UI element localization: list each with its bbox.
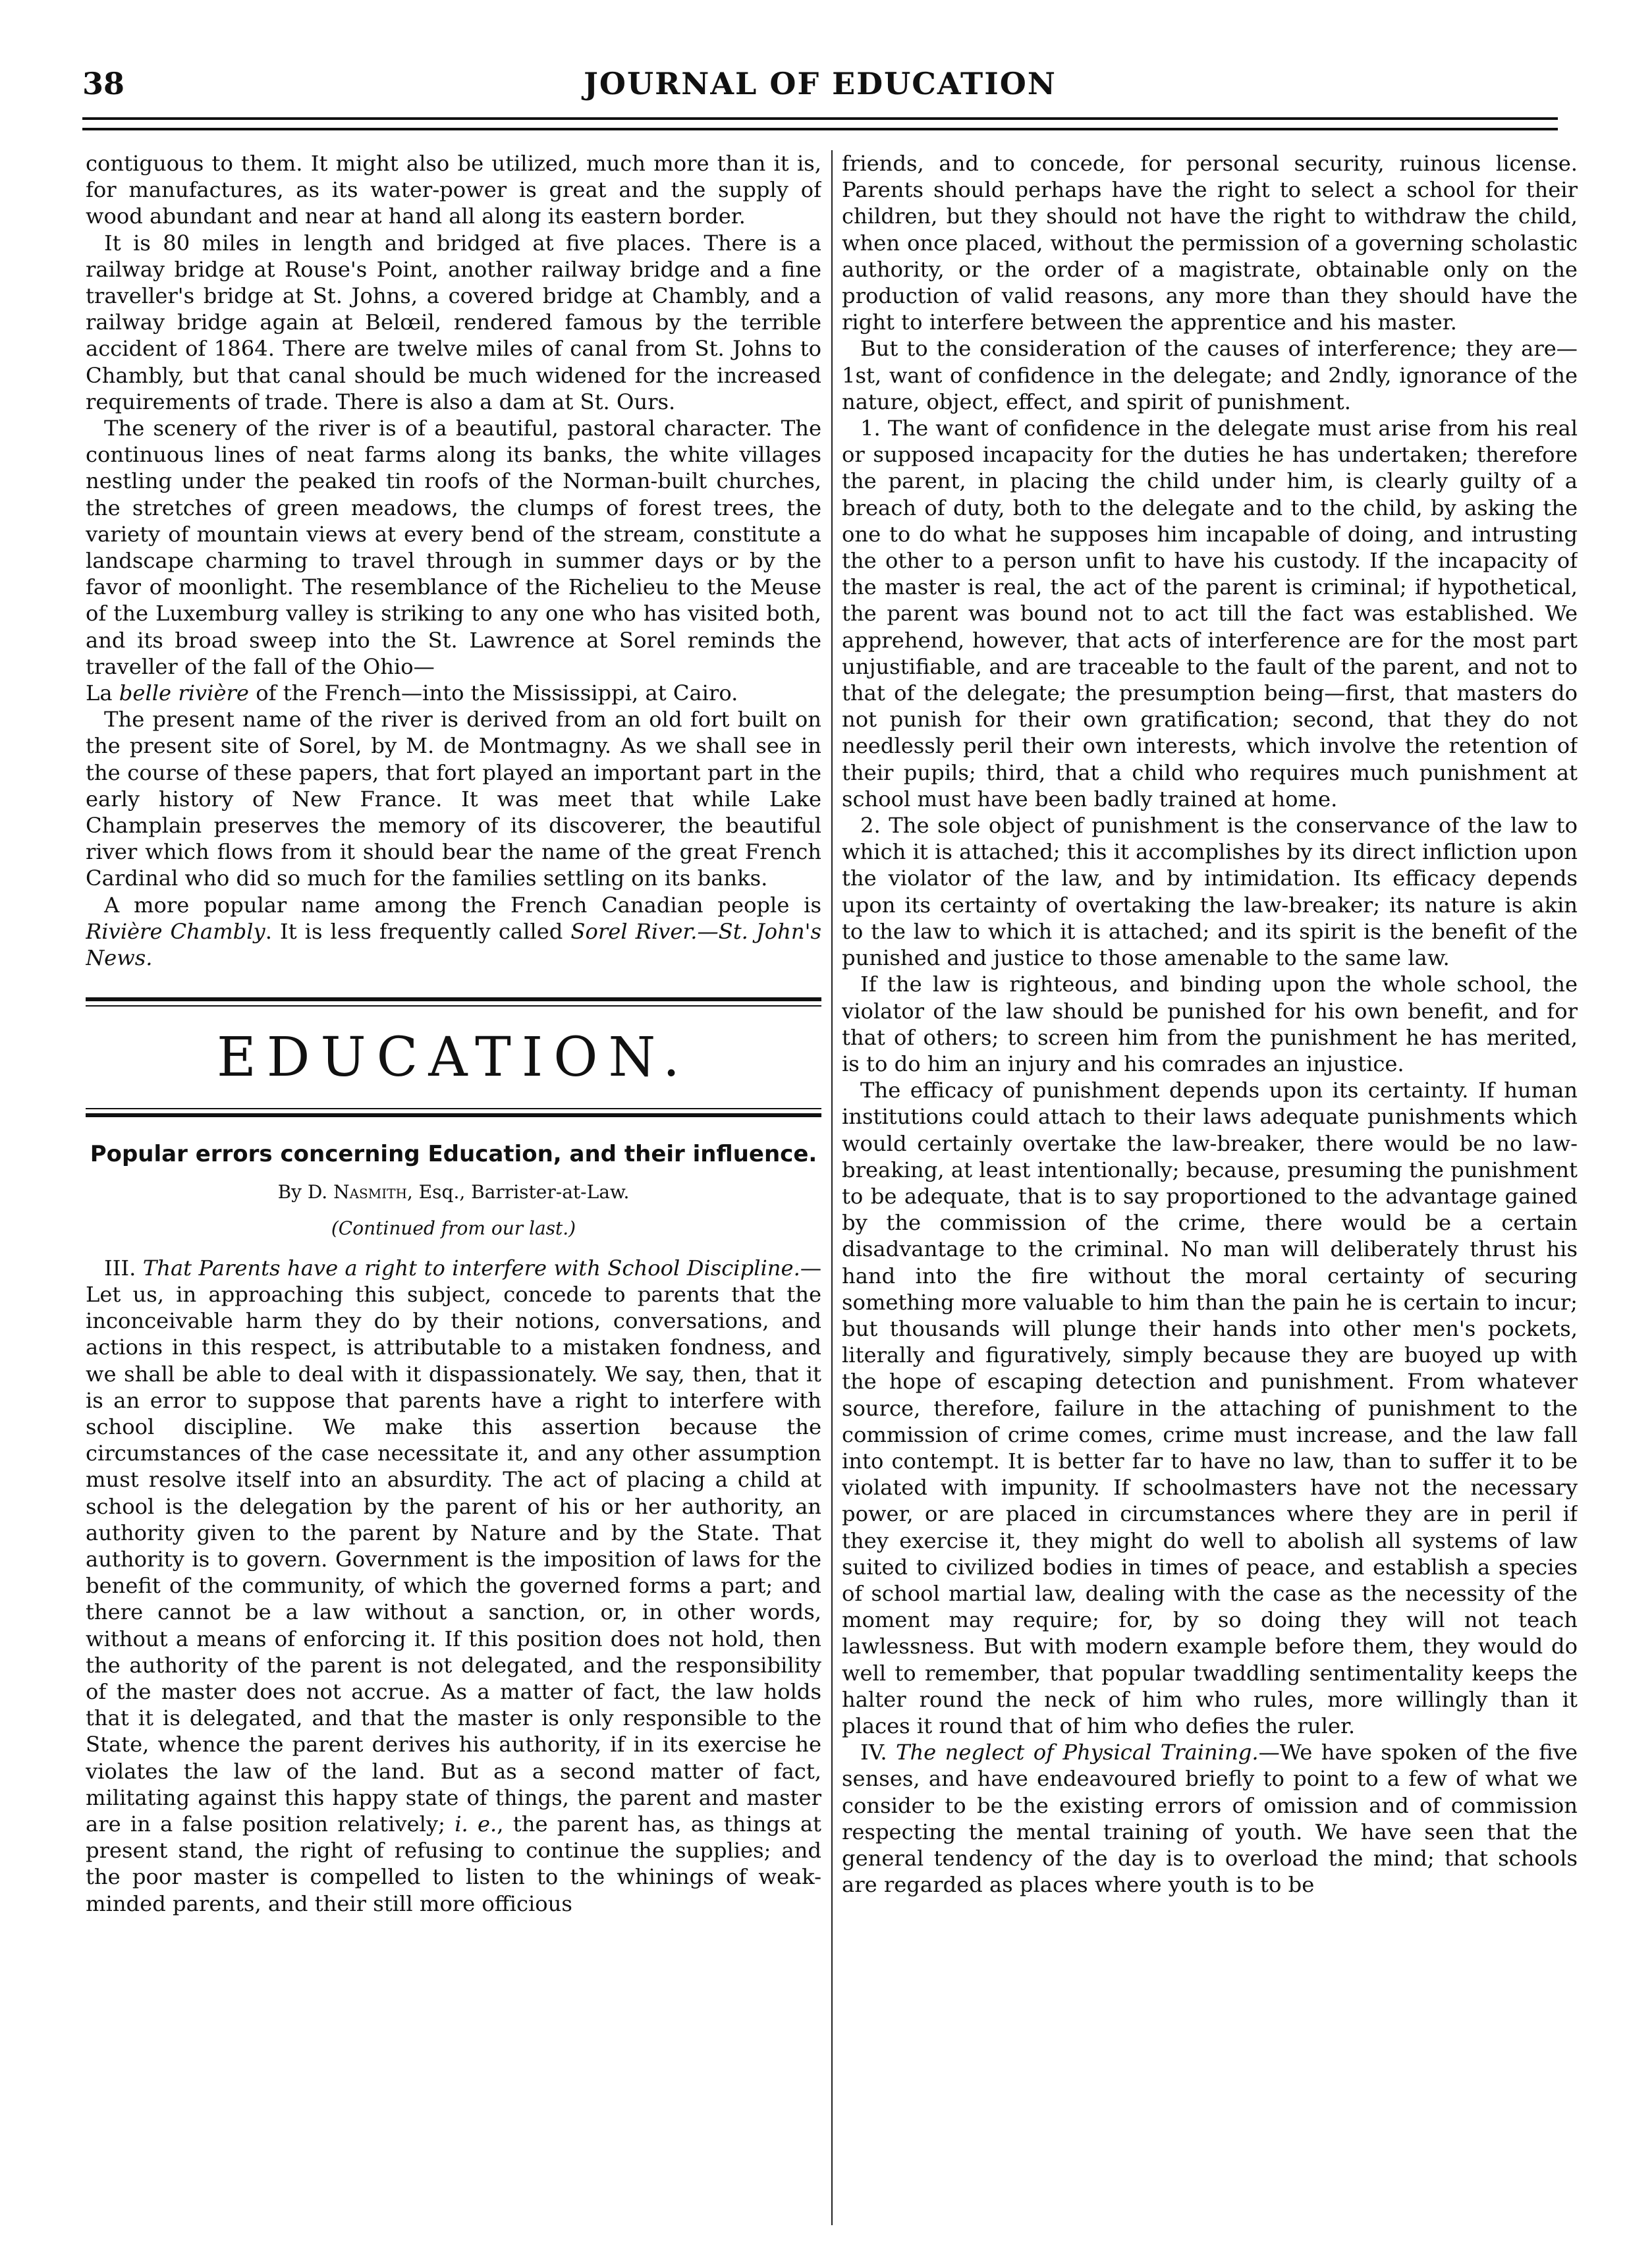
right-column [842, 150, 1578, 2225]
continued-note: (Continued from our last.) [331, 1217, 576, 1239]
text-run: of the French—into the Mississippi, at Cairo. [248, 680, 738, 706]
text-run: . It is less frequently called [265, 918, 571, 944]
paragraph: 1. The want of confidence in the delegate must arise from his real or supposed incapacity for the duties he has undertaken; therefore the parent, in placing the child under him, is clearly guilty of a breach of duty, both to the delegate and to the child, by asking the one to do what he supposes him incapable of doing, and intrusting the other to a person unfit to have his custody. If the incapacity of the master is real, the act of the parent is criminal; if hypothetical, the parent was bound not to act till the fact was established. We apprehend, however, that acts of interference are for the most part unjustifiable, and are traceable to the fault of the parent, and not to that of the delegate; the presumption being—first, that masters do not punish for their own gratification; second, that they do not needlessly peril their own interests, which involve the retention of their pupils; third, that a child who requires much punishment at school must have been badly trained at home. [842, 416, 1578, 812]
text-run: —We have spoken of the five senses, and have endeavoured briefly to point to a few of what we consider to be the existing errors of omission and of commission respecting the mental training of youth. We have seen that the general tendency of the day is to overload the mind; that schools are regarded as places where youth is to be [842, 1740, 1578, 1898]
text-run: , Esq., Barrister-at-Law. [406, 1181, 630, 1203]
header-double-rule [82, 117, 1558, 130]
section-numeral: IV. [860, 1740, 896, 1765]
section-rule-thin [86, 1108, 821, 1109]
paragraph-source [86, 892, 821, 972]
paragraph: 2. The sole object of punishment is the conservance of the law to which it is attached; this it accomplishes by its direct infliction upon the violator of the law, and by intimidation. Its efficacy depends upon its certainty of overtaking the law-breaker; its nature is akin to the law to which it is attached; and its spirit is the benefit of the punished and justice to those amenable to the same law. [842, 813, 1578, 971]
section-rule-thick [86, 1113, 821, 1117]
italic-text: Rivière Chambly [86, 918, 265, 944]
paragraph: The efficacy of punishment depends upon its certainty. If human institutions could attach to their laws adequate punishments which would certainly overtake the law-breaker, there would be no law-breaking, at least intentionally; because, presuming the punishment to be adequate, that is to say proportioned to the advantage gained by the commission of the crime, there would be a certain disadvantage to the criminal. No man will deliberately thrust his hand into the fire without the moral certainty of securing something more valuable to him than the pain he is certain to incur; but thousands will plunge their hands into other men's pockets, literally and figuratively, simply because they are buoyed up with the hope of escaping detection and punishment. From whatever source, therefore, failure in the attaching of punishment to the commission of crime comes, crime must increase, and the law fall into contempt. It is better far to have no law, than to suffer it to be violated with impunity. If schoolmasters have not the necessary power, or are placed in circumstances where they are in peril if they exercise it, they might do well to abolish all systems of law suited to civilized bodies in times of peace, and establish a species of school martial law, dealing with the case as the necessity of the moment may require; for, by so doing they will not teach lawlessness. But with modern example before them, they would do well to remember, that popular twaddling sentimentality keeps the halter round the neck of him who rules, more willingly than it places it round that of him who defies the ruler. [842, 1078, 1578, 1738]
paragraph: But to the consideration of the causes of interference; they are—1st, want of confidence in the delegate; and 2ndly, ignorance of the nature, object, effect, and spirit of punishment. [842, 336, 1578, 414]
section-rule-thin [86, 1005, 821, 1007]
column-divider [831, 150, 833, 2225]
text-run: By D. [277, 1181, 334, 1203]
text-run: La [86, 680, 119, 706]
paragraph: If the law is righteous, and binding upon the whole school, the violator of the law should be punished for his own benefit, and for that of others; to screen him from the punishment he has merited, is to do him an injury and his comrades an injustice. [842, 972, 1578, 1076]
section-rule-thick [86, 997, 821, 1001]
running-title: JOURNAL OF EDUCATION [584, 66, 1057, 101]
italic-text: Sorel River.—St. John's News. [86, 918, 821, 971]
paragraph: The scenery of the river is of a beautiful, pastoral character. The continuous lines of neat farms along its banks, the white villages nestling under the peaked tin roofs of the Norman-built churches, the stretches of green meadows, the clumps of forest trees, the variety of mountain views at every bend of the stream, constitute a landscape charming to travel through in summer days or by the favor of moonlight. The resemblance of the Richelieu to the Meuse of the Luxemburg valley is striking to any one who has visited both, and its broad sweep into the St. Lawrence at Sorel reminds the traveller of the fall of the Ohio— [86, 416, 821, 679]
section-title: EDUCATION. [216, 1026, 691, 1090]
paragraph-part-3 [86, 1255, 821, 1917]
paragraph-part-4 [842, 1739, 1578, 1898]
italic-heading: The neglect of Physical Training. [895, 1740, 1259, 1765]
byline [86, 1179, 821, 1205]
italic-text: i. e. [455, 1811, 497, 1837]
author-name: Nasmith [333, 1181, 407, 1203]
paragraph: The present name of the river is derived from an old fort built on the present site of Sorel, by M. de Montmagny. As we shall see in the course of these papers, that fort played an important part in the early history of New France. It was meet that while Lake Champlain preserves the memory of its discoverer, the beautiful river which flows from it should bear the name of the great French Cardinal who did so much for the families settling on its banks. [86, 707, 821, 891]
page-header [82, 61, 1558, 113]
article-title: Popular errors concerning Education, and their influence. [90, 1141, 817, 1168]
paragraph: It is 80 miles in length and bridged at five places. There is a railway bridge at Rouse's Point, another railway bridge and a fine traveller's bridge at St. Johns, a covered bridge at Chambly, and a railway bridge again at Belœil, rendered famous by the terrible accident of 1864. There are twelve miles of canal from St. Johns to Chambly, but that canal should be much widened for the increased requirements of trade. There is also a dam at St. Ours. [86, 230, 821, 414]
paragraph: friends, and to concede, for personal security, ruinous license. Parents should perhaps have the right to select a school for their children, but they should not have the right to withdraw the child, when once placed, without the permission of a governing scholastic authority, or the order of a magistrate, obtainable only on the production of valid reasons, any more than they should have the right to interfere between the apprentice and his master. [842, 151, 1578, 335]
text-run: , the parent has, as things at present stand, the right of refusing to continue the supplies; and the poor master is compelled to listen to the whinings of weak-minded parents, and their still more officious [86, 1811, 821, 1916]
paragraph: contiguous to them. It might also be utilized, much more than it is, for manufactures, as its water-power is great and the supply of wood abundant and near at hand all along its eastern border. [86, 151, 821, 229]
italic-text: belle rivière [119, 680, 249, 706]
text-run: A more popular name among the French Canadian people is [104, 892, 821, 918]
text-run: —Let us, in approaching this subject, concede to parents that the inconceivable harm they do by their notions, conversations, and actions in this respect, is attributable to a mistaken fondness, and we shall be able to deal with it dispassionately. We say, then, that it is an error to suppose that parents have a right to interfere with school discipline. We make this assertion because the circumstances of the case necessitate it, and any other assumption must resolve itself into an absurdity. The act of placing a child at school is the delegation by the parent of his or her authority, an authority given to the parent by Nature and by the State. That authority is to govern. Government is the imposition of laws for the benefit of the community, of which the governed forms a part; and there cannot be a law without a sanction, or, in other words, without a means of enforcing it. If this position does not hold, then the authority of the parent is not delegated, and the responsibility of the master does not accrue. As a matter of fact, the law holds that it is delegated, and that the master is only responsible to the State, whence the parent derives his authority, if in its exercise he violates the law of the land. But as a second matter of fact, militating against this happy state of things, the parent and master are in a false position relatively; [86, 1255, 821, 1837]
left-column [86, 150, 821, 2225]
section-block [86, 997, 821, 1117]
italic-heading: That Parents have a right to interfere with School Discipline. [142, 1255, 800, 1281]
section-numeral: III. [104, 1255, 143, 1281]
page-number: 38 [82, 66, 125, 101]
paragraph-continuation [86, 680, 821, 706]
